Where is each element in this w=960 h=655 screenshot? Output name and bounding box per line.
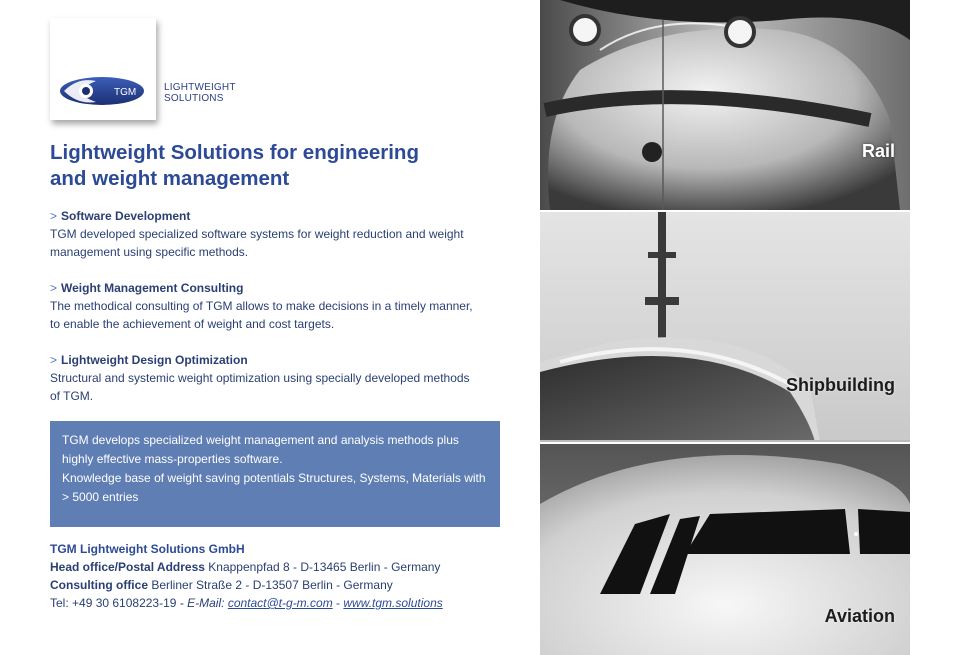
contact-block	[50, 540, 510, 612]
info-box	[50, 421, 500, 527]
service-item	[50, 351, 480, 405]
panel-rail[interactable]	[540, 0, 910, 210]
headline-line-1: Lightweight Solutions for engineering	[50, 141, 419, 164]
consulting-office-row	[50, 576, 510, 594]
chevron-right-icon: >	[50, 353, 58, 367]
company-name: TGM Lightweight Solutions GmbH	[50, 542, 245, 556]
company-logo[interactable]	[50, 18, 250, 130]
contact-row	[50, 594, 510, 612]
head-office-row	[50, 558, 510, 576]
panel-label-aviation: Aviation	[824, 606, 895, 626]
service-title-text: Software Development	[61, 209, 191, 223]
service-description: The methodical consulting of TGM allows to make decisions in a timely manner, to enable the achievement of weight and cost targets.	[50, 299, 473, 331]
contact-separator: -	[336, 596, 341, 610]
service-title-text: Weight Management Consulting	[61, 281, 244, 295]
panel-shipbuilding[interactable]	[540, 212, 910, 442]
consulting-office-address: Berliner Straße 2 - D-13507 Berlin - Germany	[151, 578, 393, 592]
service-title	[50, 207, 480, 225]
emblem-text: TGM	[114, 87, 137, 98]
phone-number: Tel: +49 30 6108223-19	[50, 596, 177, 610]
services-list	[50, 207, 480, 423]
head-office-label: Head office/Postal Address	[50, 560, 205, 574]
page-headline	[50, 140, 470, 192]
consulting-office-label: Consulting office	[50, 578, 148, 592]
info-line-1: TGM develops specialized weight management and analysis methods plus highly effective mass-properties software.	[62, 433, 459, 466]
website-link[interactable]: www.tgm.solutions	[343, 596, 443, 610]
logo-wordmark	[164, 82, 236, 104]
logo-line-2: SOLUTIONS	[164, 93, 224, 104]
headline-line-2: and weight management	[50, 167, 290, 190]
service-title	[50, 351, 480, 369]
info-line-2: Knowledge base of weight saving potentials Structures, Systems, Materials with > 5000 entries	[62, 471, 486, 504]
logo-line-1: LIGHTWEIGHT	[164, 82, 236, 93]
service-title	[50, 279, 480, 297]
head-office-address: Knappenpfad 8 - D-13465 Berlin - Germany	[208, 560, 441, 574]
service-title-text: Lightweight Design Optimization	[61, 353, 248, 367]
email-link[interactable]: contact@t-g-m.com	[227, 596, 333, 610]
panel-label-shipbuilding: Shipbuilding	[786, 375, 895, 395]
panel-label-rail: Rail	[861, 141, 895, 161]
chevron-right-icon: >	[50, 281, 58, 295]
train-photo-icon	[540, 0, 910, 210]
tgm-emblem-icon	[56, 73, 156, 109]
service-description: TGM developed specialized software systems for weight reduction and weight management using specific methods.	[50, 227, 464, 259]
chevron-right-icon: >	[50, 209, 58, 223]
service-item	[50, 207, 480, 261]
service-description: Structural and systemic weight optimization using specially developed methods of TGM.	[50, 371, 470, 403]
panel-aviation[interactable]	[540, 444, 910, 655]
ship-photo-icon	[540, 212, 910, 442]
email-label: - E-Mail:	[179, 596, 225, 610]
service-item	[50, 279, 480, 333]
